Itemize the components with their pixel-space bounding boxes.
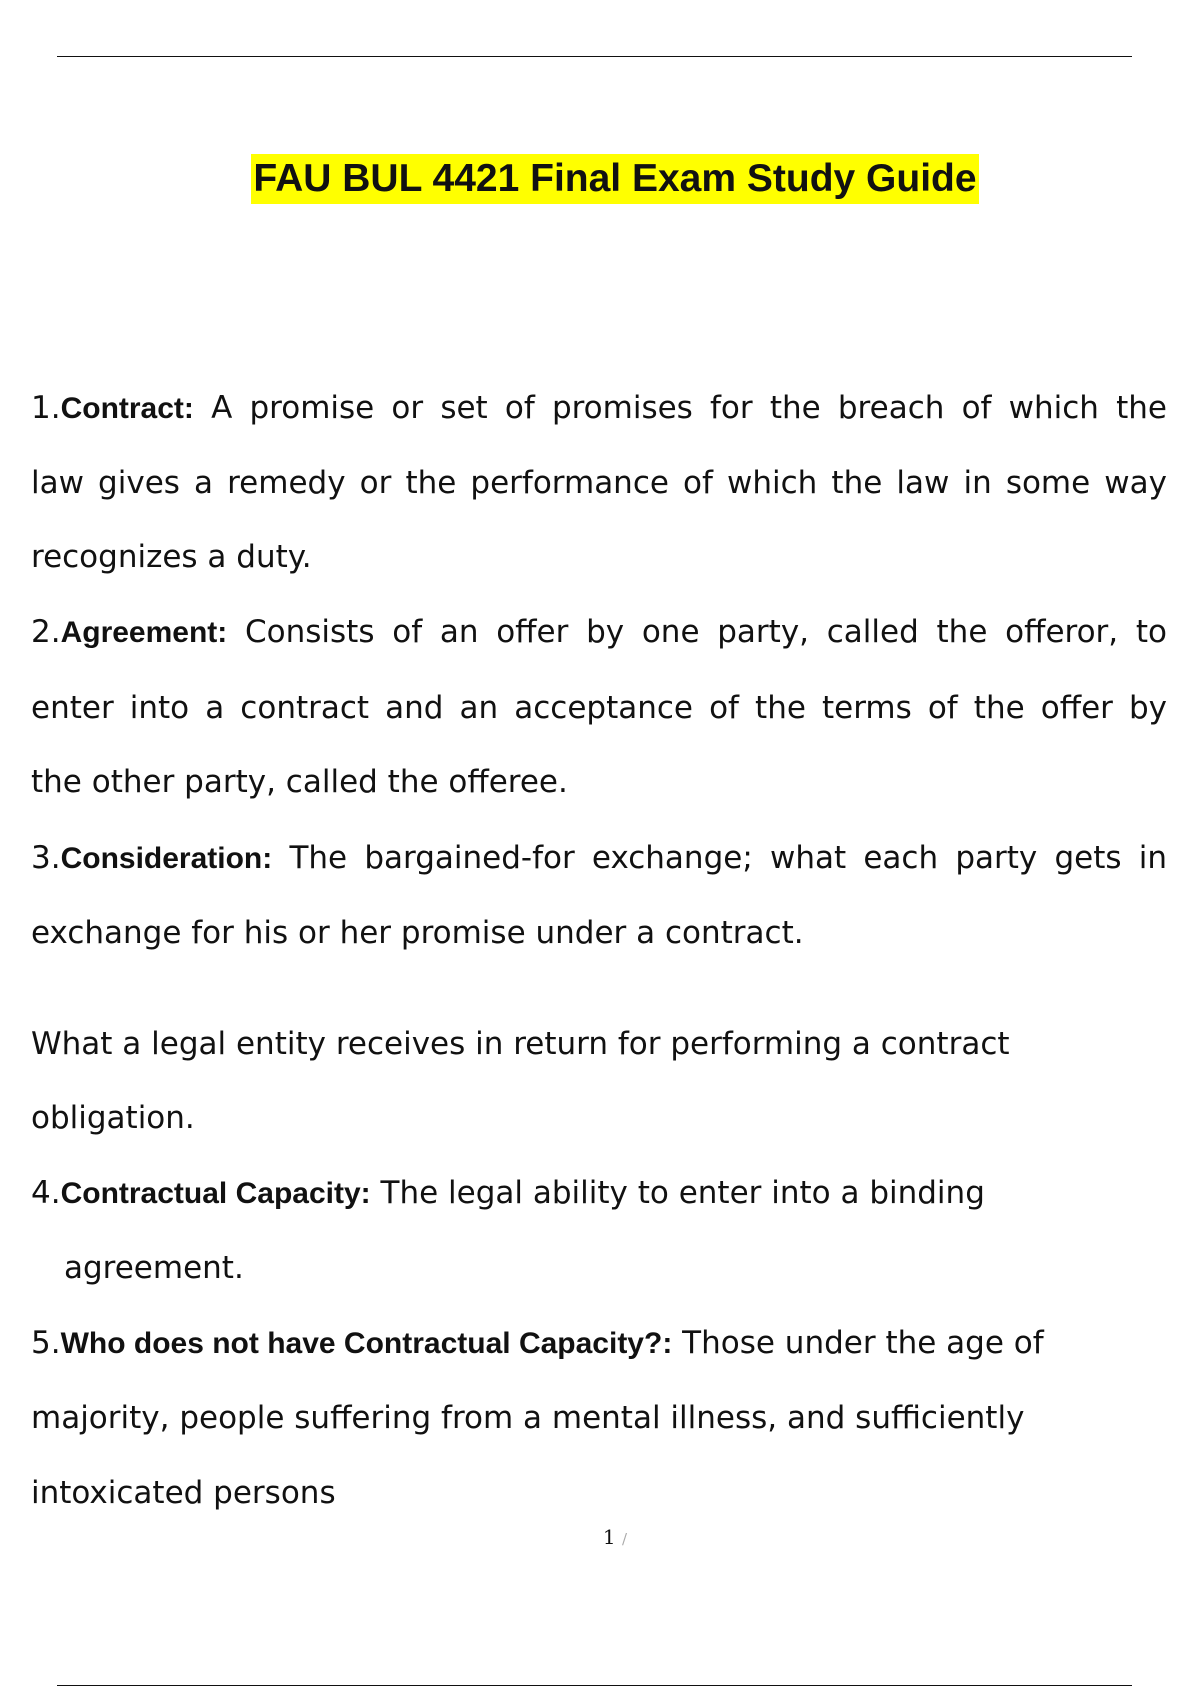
- item-2-line-3: the other party, called the offeree.: [31, 764, 568, 800]
- title-block: [0, 154, 1200, 204]
- page-number-mark: /: [622, 1530, 628, 1548]
- item-5-term: Who does not have Contractual Capacity?:: [60, 1327, 673, 1360]
- item-1-term: Contract:: [60, 392, 194, 425]
- top-rule: [57, 56, 1132, 57]
- item-4-text-1: The legal ability to enter into a binding: [370, 1175, 985, 1211]
- item-5-line-2: majority, people suffering from a mental illness, and sufficiently: [31, 1400, 1025, 1436]
- item-2-line-1: [31, 612, 1167, 653]
- item-2-number: 2.: [31, 614, 61, 650]
- item-4-line-2: agreement.: [64, 1250, 244, 1286]
- item-5-number: 5.: [31, 1325, 61, 1361]
- bottom-rule: [57, 1685, 1132, 1686]
- item-2-text-1: Consists of an offer by one party, called the offeror, to: [227, 614, 1167, 650]
- item-3-extra-line-1: What a legal entity receives in return for performing a contract: [31, 1026, 1010, 1062]
- item-3-extra-line-2: obligation.: [31, 1100, 195, 1136]
- item-1-text-1: A promise or set of promises for the breach of which the: [193, 390, 1167, 426]
- item-5-line-3: intoxicated persons: [31, 1475, 336, 1511]
- document-title: FAU BUL 4421 Final Exam Study Guide: [251, 154, 978, 204]
- item-4-term: Contractual Capacity:: [60, 1177, 371, 1210]
- item-4-number: 4.: [31, 1175, 61, 1211]
- item-3-line-1: [31, 838, 1167, 879]
- page-number-value: 1: [602, 1525, 616, 1549]
- item-4-line-1: [31, 1173, 1167, 1214]
- item-2-term: Agreement:: [60, 616, 228, 649]
- item-1-line-3: recognizes a duty.: [31, 539, 312, 575]
- item-1-line-1: [31, 388, 1167, 429]
- item-2-line-2: enter into a contract and an acceptance of the terms of the offer by: [31, 690, 1167, 726]
- item-3-text-1: The bargained-for exchange; what each party gets in: [272, 840, 1167, 876]
- item-1-number: 1.: [31, 390, 61, 426]
- item-3-line-2: exchange for his or her promise under a contract.: [31, 915, 804, 951]
- item-1-line-2: law gives a remedy or the performance of which the law in some way: [31, 465, 1167, 501]
- item-5-line-1: [31, 1323, 1167, 1364]
- item-5-text-1: Those under the age of: [672, 1325, 1044, 1361]
- item-3-number: 3.: [31, 840, 61, 876]
- page-number: [0, 1524, 1200, 1552]
- item-3-term: Consideration:: [60, 842, 273, 875]
